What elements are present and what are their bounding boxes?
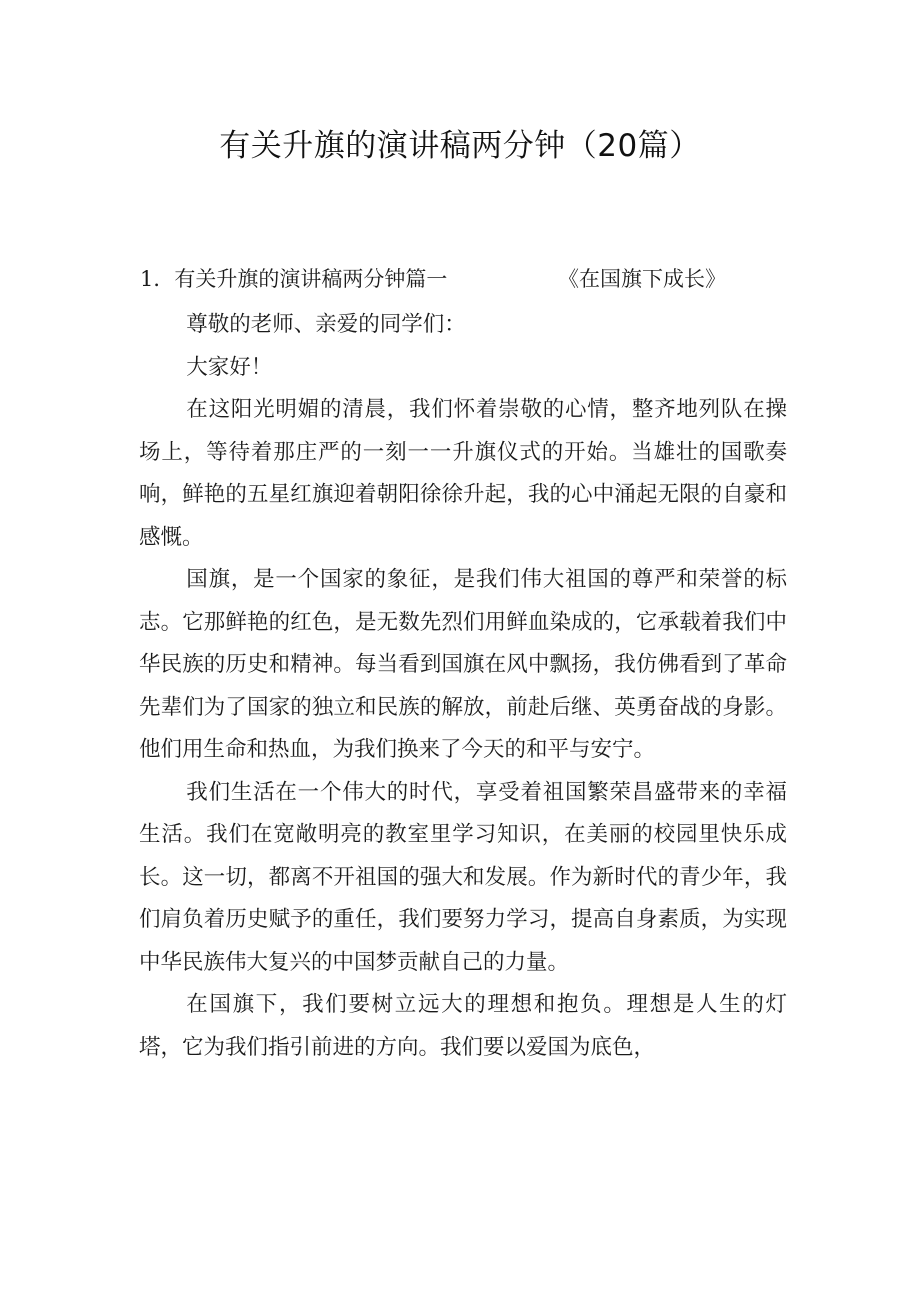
- salutation: 尊敬的老师、亲爱的同学们：: [186, 312, 466, 337]
- paragraph: 在国旗下，我们要树立远大的理想和抱负。理想是人生的灯塔，它为我们指引前进的方向。我们要以爱国为底色，: [139, 992, 787, 1060]
- section-number: 1．: [140, 267, 175, 291]
- section-subtitle: 《在国旗下成长》: [558, 267, 726, 291]
- section-heading: [140, 261, 790, 297]
- section-heading-text: 有关升旗的演讲稿两分钟篇一: [174, 267, 448, 291]
- paragraph: 我们生活在一个伟大的时代，享受着祖国繁荣昌盛带来的幸福生活。我们在宽敞明亮的教室里学习知识，在美丽的校园里快乐成长。这一切，都离不开祖国的强大和发展。作为新时代的青少年，我们肩负着历史赋予的重任，我们要努力学习，提高自身素质，为实现中华民族伟大复兴的中国梦贡献自己的力量。: [139, 779, 787, 975]
- document-title: 有关升旗的演讲稿两分钟（20篇）: [219, 128, 701, 164]
- speech-body: [139, 304, 787, 1069]
- paragraph: 国旗，是一个国家的象征，是我们伟大祖国的尊严和荣誉的标志。它那鲜艳的红色，是无数先烈们用鲜血染成的，它承载着我们中华民族的历史和精神。每当看到国旗在风中飘扬，我仿佛看到了革命先辈们为了国家的独立和民族的解放，前赴后继、英勇奋战的身影。他们用生命和热血，为我们换来了今天的和平与安宁。: [139, 567, 787, 762]
- greeting: 大家好！: [186, 354, 273, 380]
- paragraph: 在这阳光明媚的清晨，我们怀着崇敬的心情，整齐地列队在操场上，等待着那庄严的一刻一一升旗仪式的开始。当雄壮的国歌奏响，鲜艳的五星红旗迎着朝阳徐徐升起，我的心中涌起无限的自豪和感慨。: [139, 397, 787, 550]
